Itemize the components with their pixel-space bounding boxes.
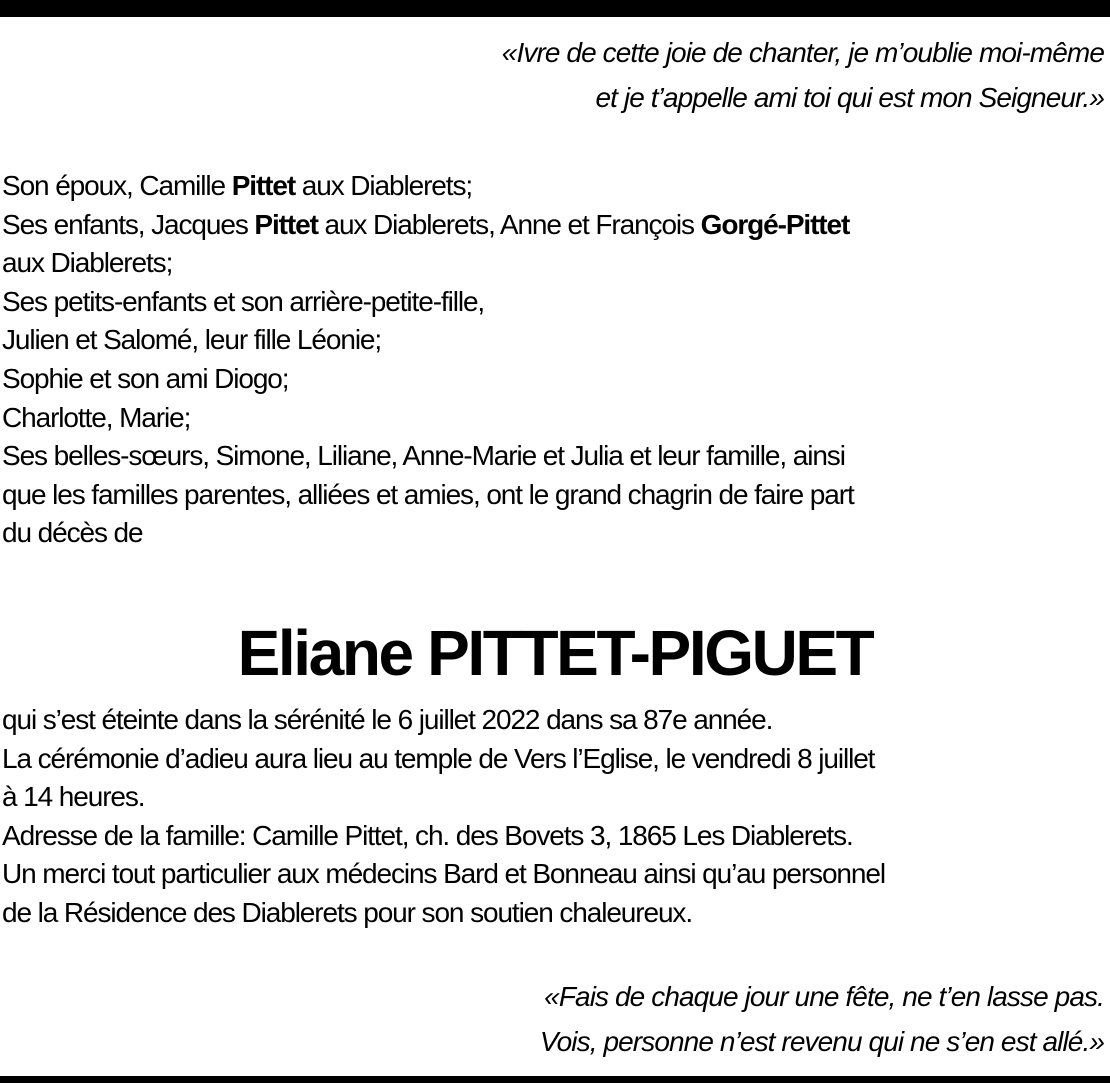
spouse-text: Son époux, Camille <box>2 170 232 201</box>
details-line-5: Un merci tout particulier aux médecins Bard et Bonneau ainsi qu’au personnel <box>2 858 885 890</box>
details-line-6: de la Résidence des Diablerets pour son soutien chaleureux. <box>2 896 693 928</box>
family-announcement <box>2 167 1110 553</box>
children-surname-2: Gorgé-Pittet <box>700 208 850 240</box>
opening-quote-line-2: et je t’appelle ami toi qui est mon Seigneur.» <box>595 82 1104 113</box>
charlotte-line: Charlotte, Marie; <box>2 401 191 433</box>
spouse-line <box>2 167 1110 206</box>
details-line-3: à 14 heures. <box>2 781 145 813</box>
opening-quote-line-1: «Ivre de cette joie de chanter, je m’oublie moi-même <box>501 37 1104 68</box>
details-line-1: qui s’est éteinte dans la sérénité le 6 juillet 2022 dans sa 87e année. <box>2 704 773 735</box>
details-line-2: La cérémonie d’adieu aura lieu au temple de Vers l’Eglise, le vendredi 8 juillet <box>2 742 875 774</box>
children-text-mid: aux Diablerets, Anne et François <box>317 208 701 240</box>
sophie-line: Sophie et son ami Diogo; <box>2 362 289 394</box>
children-line <box>2 206 1110 245</box>
closing-quote-line-2: Vois, personne n’est revenu qui ne s’en est allé.» <box>539 1026 1104 1057</box>
sisters-in-law-line: Ses belles-sœurs, Simone, Liliane, Anne-Marie et Julia et leur famille, ainsi <box>2 440 845 472</box>
funeral-details <box>2 701 1110 933</box>
spouse-surname: Pittet <box>231 170 296 201</box>
children-text: Ses enfants, Jacques <box>2 208 255 240</box>
closing-quote-line-1: «Fais de chaque jour une fête, ne t’en lasse pas. <box>544 981 1104 1012</box>
bottom-border-rule <box>0 1076 1110 1083</box>
families-line: que les familles parentes, alliées et amies, ont le grand chagrin de faire part <box>2 478 854 510</box>
spouse-place: aux Diablerets; <box>295 170 473 201</box>
julien-line: Julien et Salomé, leur fille Léonie; <box>2 324 382 356</box>
deceased-name: Eliane PITTET-PIGUET <box>237 617 873 689</box>
closing-quote <box>540 974 1104 1064</box>
children-surname-1: Pittet <box>254 208 318 240</box>
children-line-continued: aux Diablerets; <box>2 247 173 279</box>
deces-line: du décès de <box>2 517 143 549</box>
opening-quote <box>502 30 1104 120</box>
top-border-rule <box>0 0 1110 17</box>
grandchildren-line: Ses petits-enfants et son arrière-petite-fille, <box>2 285 485 317</box>
details-line-4: Adresse de la famille: Camille Pittet, ch. des Bovets 3, 1865 Les Diablerets. <box>2 819 853 851</box>
